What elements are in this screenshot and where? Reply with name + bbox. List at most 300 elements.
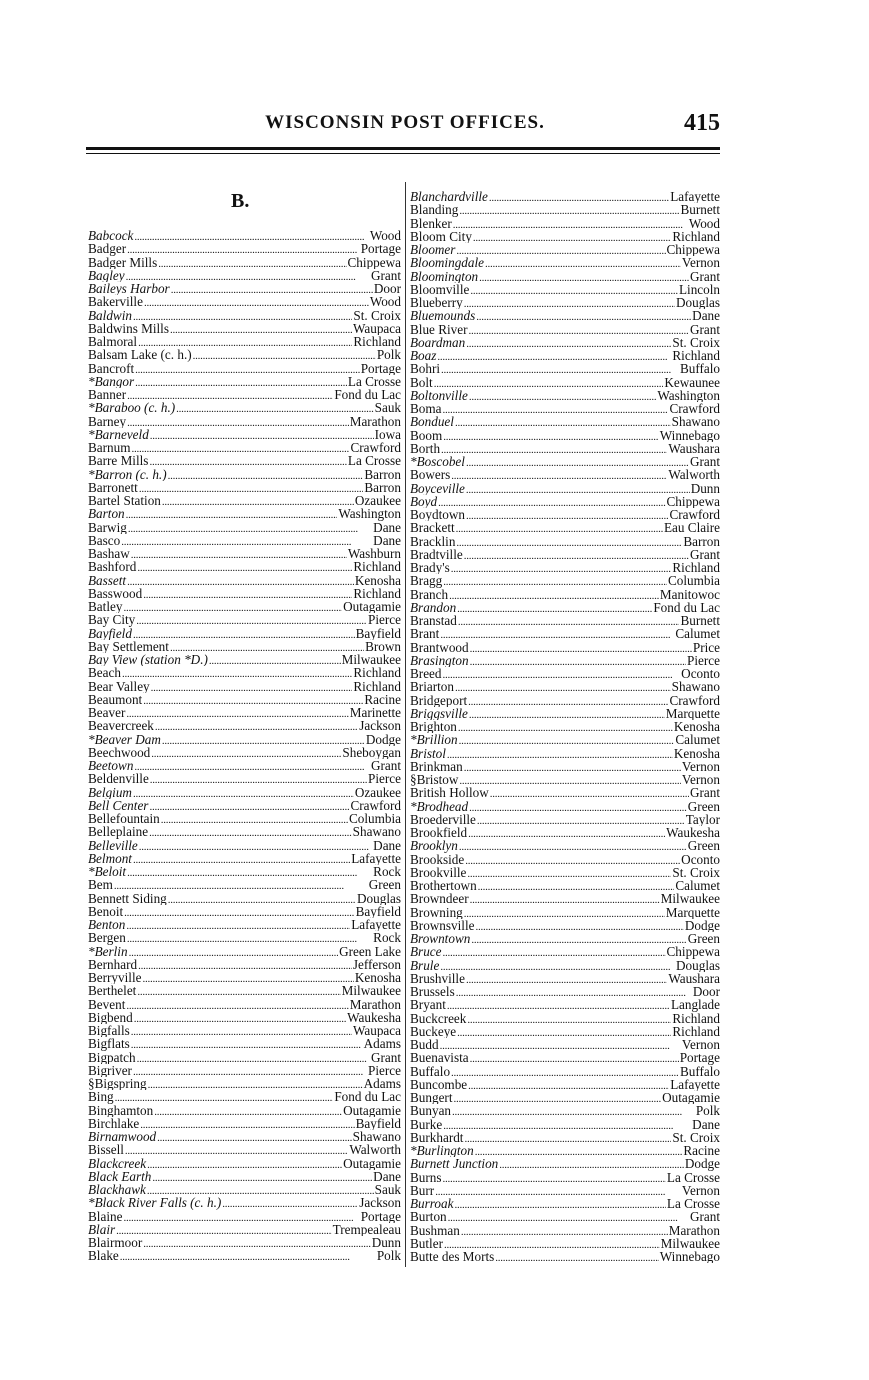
post-office-entry [88,1196,401,1209]
post-office-entry [88,799,401,812]
county-name: Walworth [349,1143,401,1157]
post-office-entry [410,256,720,269]
post-office-entry [410,203,720,216]
dot-leader [471,934,686,945]
post-office-entry [88,242,401,255]
county-name: Grant [370,1050,401,1064]
dot-leader [147,1185,374,1196]
post-office-entry [410,959,720,972]
post-office-name: *Barneveld [88,427,149,441]
left-column [88,229,401,1263]
post-office-entry [410,1051,720,1064]
county-name: Lafayette [670,1077,720,1091]
post-office-name: Baileys Harbor [88,282,170,296]
dot-leader [149,456,346,467]
dot-leader [137,1053,370,1064]
post-office-name: Barwig [88,520,127,534]
dot-leader [469,802,687,813]
post-office-name: Belgium [88,785,132,799]
post-office-entry [88,322,401,335]
post-office-entry [88,680,401,693]
post-office-entry [88,415,401,428]
post-office-name: Brothertown [410,879,477,893]
post-office-entry [88,1210,401,1223]
county-name: Portage [679,1051,720,1065]
post-office-name: Bonduel [410,415,454,429]
post-office-name: Bloomer [410,243,456,257]
post-office-name: Blake [88,1249,119,1263]
post-office-name: Bigbend [88,1010,133,1024]
county-name: Richland [672,349,720,363]
dot-leader [116,1225,332,1236]
post-office-entry [410,1078,720,1091]
dot-leader [122,668,352,679]
county-name: Portage [360,1209,401,1223]
county-name: Vernon [681,1183,720,1197]
post-office-entry [88,282,401,295]
county-name: Milwaukee [660,1236,720,1250]
post-office-name: Beaumont [88,692,143,706]
post-office-name: Brandon [410,600,457,614]
post-office-entry [88,600,401,613]
county-name: Dane [373,533,401,547]
dot-leader [464,298,675,309]
post-office-entry [410,641,720,654]
post-office-name: British Hollow [410,786,489,800]
post-office-entry [410,945,720,958]
county-name: Dodge [684,918,720,932]
post-office-entry [88,1130,401,1143]
dot-leader [467,868,671,879]
post-office-name: Brantwood [410,640,469,654]
post-office-name: Brule [410,958,440,972]
post-office-entry [88,958,401,971]
dot-leader [499,1159,684,1170]
dot-leader [209,655,341,666]
post-office-entry [88,1157,401,1170]
post-office-name: Berryville [88,971,142,985]
post-office-entry [88,1223,401,1236]
county-name: Green [368,878,401,892]
county-name: La Crosse [666,1170,720,1184]
post-office-name: Bigfalls [88,1024,130,1038]
county-name: Wood [369,295,401,309]
dot-leader [467,1014,671,1025]
county-name: Dunn [371,1236,401,1250]
post-office-name: Blaine [88,1209,123,1223]
post-office-entry [410,230,720,243]
post-office-entry [410,1065,720,1078]
dot-leader [455,417,671,428]
post-office-name: *Boscobel [410,455,465,469]
dot-leader [485,258,681,269]
post-office-name: Boaz [410,349,437,363]
post-office-entry [410,1210,720,1223]
post-office-entry [410,389,720,402]
post-office-name: Brooklyn [410,839,458,853]
dot-leader [123,1212,359,1223]
post-office-name: Bracklin [410,534,456,548]
post-office-name: Blair [88,1222,116,1236]
county-name: Rock [373,865,401,879]
county-name: Oconto [681,852,720,866]
post-office-name: Bellefountain [88,812,160,826]
post-office-entry [88,269,401,282]
post-office-name: *Baraboo (c. h.) [88,401,176,415]
post-office-entry [88,627,401,640]
dot-leader [134,231,368,242]
county-name: Washburn [347,547,401,561]
post-office-entry [88,256,401,269]
dot-leader [451,1067,679,1078]
county-name: Marquette [665,905,720,919]
post-office-name: Batley [88,600,123,614]
post-office-name: Boydtown [410,508,465,522]
county-name: Kewaunee [664,375,720,389]
post-office-name: Branstad [410,614,457,628]
post-office-entry [410,429,720,442]
post-office-entry [88,494,401,507]
county-name: Dane [373,520,401,534]
post-office-name: *Brillion [410,733,458,747]
post-office-name: Bartel Station [88,494,161,508]
post-office-entry [88,746,401,759]
county-name: Waupaca [353,1024,401,1038]
post-office-entry [88,1170,401,1183]
dot-leader [468,696,668,707]
post-office-name: Bennett Siding [88,891,167,905]
county-name: Douglas [676,296,720,310]
dot-leader [132,443,350,454]
county-name: Barron [364,480,401,494]
dot-leader [473,232,671,243]
post-office-name: Brasington [410,653,469,667]
post-office-entry [410,521,720,534]
county-name: Chippewa [666,945,720,959]
post-office-name: Brushville [410,971,465,985]
post-office-name: *Black River Falls (c. h.) [88,1196,222,1210]
post-office-name: Brant [410,627,440,641]
post-office-name: Bay City [88,613,136,627]
county-name: Jefferson [352,957,401,971]
county-name: Racine [683,1144,720,1158]
post-office-name: Berthelet [88,984,137,998]
county-name: Outagamie [343,600,401,614]
dot-leader [440,629,674,640]
post-office-entry [410,667,720,680]
post-office-entry [410,283,720,296]
dot-leader [143,695,363,706]
post-office-name: Burr [410,1183,435,1197]
county-name: Crawford [669,402,720,416]
post-office-entry [410,442,720,455]
post-office-name: Basswood [88,586,143,600]
county-name: Trempealeau [332,1222,401,1236]
post-office-entry [88,587,401,600]
county-name: Green [687,799,720,813]
county-name: Door [692,985,720,999]
county-name: Winnebago [659,1250,720,1264]
dot-leader [443,431,658,442]
post-office-entry [410,826,720,839]
county-name: Calumet [675,879,720,893]
dot-leader [461,1226,668,1237]
dot-leader [452,1106,695,1117]
post-office-name: Broederville [410,812,476,826]
post-office-entry [410,654,720,667]
page-header [90,110,720,140]
post-office-entry [88,653,401,666]
dot-leader [470,656,686,667]
dot-leader [459,735,675,746]
post-office-name: Burroak [410,1197,454,1211]
dot-leader [448,1212,689,1223]
post-office-entry [410,1237,720,1250]
post-office-entry [410,786,720,799]
post-office-name: Birchlake [88,1116,140,1130]
dot-leader [133,1066,367,1077]
post-office-name: Balsam Lake (c. h.) [88,348,192,362]
post-office-entry [88,1117,401,1130]
dot-leader [171,284,373,295]
post-office-name: *Brodhead [410,799,469,813]
post-office-name: §Bristow [410,773,459,787]
post-office-entry [88,825,401,838]
post-office-entry [410,1025,720,1038]
county-name: Lincoln [678,282,720,296]
dot-leader [475,1146,683,1157]
post-office-name: Brady's [410,561,450,575]
post-office-name: §Bigspring [88,1077,147,1091]
dot-leader [143,589,352,600]
post-office-entry [410,601,720,614]
post-office-entry [410,535,720,548]
dot-leader [456,987,692,998]
post-office-entry [88,335,401,348]
county-name: Grant [689,786,720,800]
post-office-name: Breed [410,667,442,681]
dot-leader [443,669,681,680]
post-office-name: Butte des Morts [410,1250,495,1264]
county-name: Dane [692,1117,720,1131]
post-office-entry [88,613,401,626]
post-office-name: Browndeer [410,892,469,906]
county-name: Grant [689,322,720,336]
post-office-name: Bolt [410,375,433,389]
dot-leader [138,337,352,348]
county-name: Columbia [348,812,401,826]
post-office-name: Bay View (station *D.) [88,653,208,667]
county-name: Grant [689,547,720,561]
post-office-name: Bigriver [88,1063,132,1077]
dot-leader [134,1013,346,1024]
dot-leader [470,1053,679,1064]
post-office-entry [88,666,401,679]
county-name: St. Croix [672,335,720,349]
dot-leader [464,1133,671,1144]
post-office-entry [88,401,401,414]
post-office-entry [410,190,720,203]
post-office-name: *Burlington [410,1144,474,1158]
county-name: Richland [672,1011,720,1025]
dot-leader [126,509,338,520]
post-office-entry [88,1077,401,1090]
county-name: Kenosha [673,720,720,734]
dot-leader [459,841,687,852]
dot-leader [441,444,667,455]
dot-leader [457,1027,671,1038]
county-name: Shawano [671,415,720,429]
post-office-entry [410,402,720,415]
post-office-name: Blue River [410,322,468,336]
post-office-entry [88,454,401,467]
post-office-name: Benton [88,918,126,932]
post-office-name: Bing [88,1090,114,1104]
county-name: Crawford [350,441,401,455]
post-office-name: Beechwood [88,745,151,759]
post-office-name: Barre Mills [88,454,149,468]
dot-leader [131,1039,363,1050]
county-name: Vernon [681,759,720,773]
post-office-entry [88,1024,401,1037]
dot-leader [142,973,353,984]
post-office-name: Blackcreek [88,1156,147,1170]
post-office-entry [88,812,401,825]
post-office-entry [88,1104,401,1117]
post-office-name: Boyceville [410,481,465,495]
post-office-entry [410,349,720,362]
post-office-entry [88,905,401,918]
post-office-entry [410,376,720,389]
post-office-entry [88,547,401,560]
county-name: Barron [364,467,401,481]
header-rule-thin [86,153,720,154]
dot-leader [465,855,680,866]
dot-leader [135,377,347,388]
county-name: Vernon [681,1038,720,1052]
county-name: Dane [373,838,401,852]
post-office-name: Bagley [88,268,125,282]
post-office-entry [88,534,401,547]
county-name: Iowa [374,427,401,441]
post-office-entry [88,1051,401,1064]
county-name: Richland [672,561,720,575]
dot-leader [490,788,689,799]
post-office-entry [410,468,720,481]
post-office-entry [88,984,401,997]
post-office-entry [88,348,401,361]
dot-leader [466,510,669,521]
county-name: Fond du Lac [334,388,401,402]
post-office-entry [410,1250,720,1263]
dot-leader [469,709,665,720]
dot-leader [127,933,372,944]
county-name: Pierce [368,1063,401,1077]
county-name: Buffalo [679,362,720,376]
post-office-name: Bridgeport [410,693,468,707]
post-office-name: Beaver [88,706,126,720]
post-office-entry [88,229,401,242]
county-name: Bayfield [355,626,401,640]
dot-leader [135,364,360,375]
post-office-entry [410,323,720,336]
post-office-name: Bissell [88,1143,124,1157]
county-name: Portage [360,242,401,256]
post-office-entry [410,998,720,1011]
dot-leader [157,1132,352,1143]
dot-leader [129,947,339,958]
county-name: Milwaukee [341,653,401,667]
post-office-name: Bradtville [410,547,463,561]
post-office-name: Bristol [410,746,446,760]
dot-leader [124,907,354,918]
post-office-name: Brackett [410,521,455,535]
county-name: Douglas [357,891,401,905]
post-office-name: Beach [88,666,121,680]
post-office-entry [88,772,401,785]
county-name: Chippewa [666,243,720,257]
dot-leader [170,642,364,653]
post-office-name: Bowers [410,468,451,482]
post-office-name: Boltonville [410,388,468,402]
post-office-name: Bohri [410,362,441,376]
county-name: Buffalo [679,1064,720,1078]
dot-leader [449,590,659,601]
post-office-entry [410,455,720,468]
dot-leader [133,788,354,799]
dot-leader [170,324,352,335]
dot-leader [443,576,667,587]
county-name: Kenosha [354,573,401,587]
dot-leader [464,550,689,561]
dot-leader [126,1000,348,1011]
county-name: Crawford [350,798,401,812]
county-name: Grant [370,759,401,773]
dot-leader [144,297,369,308]
county-name: Wood [369,229,401,243]
post-office-name: *Beaver Dam [88,732,161,746]
county-name: Burnett [680,203,720,217]
county-name: La Crosse [666,1197,720,1211]
post-office-name: Black Earth [88,1169,152,1183]
county-name: Outagamie [343,1156,401,1170]
post-office-entry [410,1184,720,1197]
post-office-entry [88,428,401,441]
dot-leader [127,417,349,428]
county-name: Chippewa [347,255,401,269]
post-office-name: Burns [410,1170,442,1184]
post-office-name: Brinkman [410,759,463,773]
post-office-entry [410,707,720,720]
county-name: Richland [353,679,401,693]
county-name: St. Croix [672,865,720,879]
county-name: Kenosha [673,746,720,760]
dot-leader [155,721,358,732]
post-office-entry [410,800,720,813]
dot-leader [459,205,679,216]
county-name: Winnebago [659,428,720,442]
post-office-name: Blairmoor [88,1236,143,1250]
post-office-entry [410,773,720,786]
county-name: Vernon [681,256,720,270]
county-name: Fond du Lac [334,1090,401,1104]
post-office-name: Blanding [410,203,459,217]
dot-leader [114,880,368,891]
post-office-name: Branch [410,587,449,601]
post-office-entry [410,747,720,760]
county-name: Shawano [352,1130,401,1144]
county-name: Waukesha [666,826,720,840]
